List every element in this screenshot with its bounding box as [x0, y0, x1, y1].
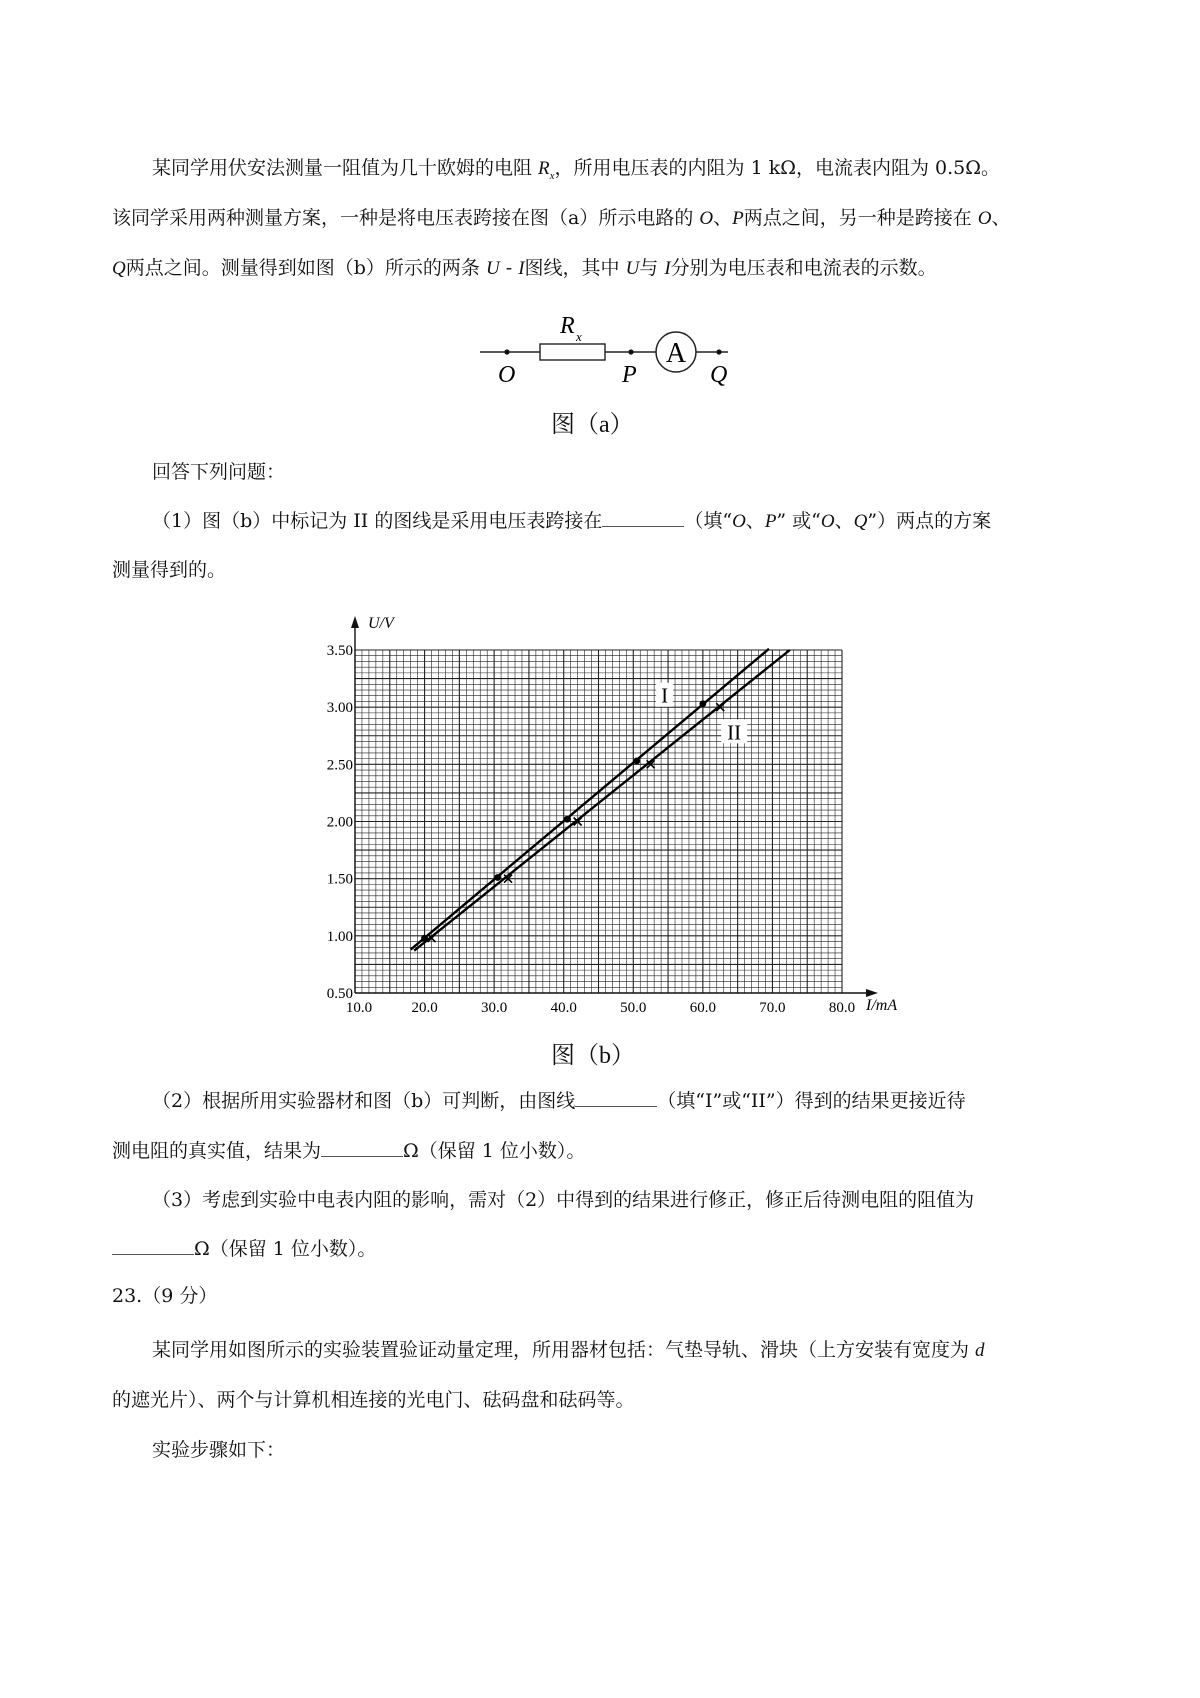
text: 、	[834, 510, 854, 532]
node-q	[716, 349, 721, 354]
x-tick-label: 40.0	[550, 1000, 577, 1016]
var-o: O	[699, 208, 714, 229]
x-axis-label: I/mA	[866, 997, 898, 1014]
text: 、	[713, 207, 733, 229]
intro-line-2	[112, 206, 1087, 231]
question-3-line-1: （3）考虑到实验中电表内阻的影响，需对（2）中得到的结果进行修正，修正后待测电阻的阻值为	[152, 1189, 975, 1211]
y-tick-label: 3.00	[326, 700, 353, 717]
text: 两点之间。测量得到如图（b）所示的两条	[125, 257, 486, 279]
x-tick-label: 30.0	[481, 1000, 508, 1016]
question-23-line-3: 实验步骤如下：	[152, 1439, 286, 1461]
var-r: R	[538, 158, 550, 179]
text: 某同学用如图所示的实验装置验证动量定理，所用器材包括：气垫导轨、滑块（上方安装有宽度为	[152, 1339, 976, 1361]
text: ” 或“	[776, 510, 821, 532]
question-23-line-1	[152, 1338, 1127, 1363]
var-o: O	[732, 511, 746, 532]
y-axis-arrow	[351, 616, 359, 628]
y-tick-label: 1.00	[326, 928, 353, 945]
series-line-I	[411, 649, 769, 950]
node-o	[504, 349, 509, 354]
question-23-line-2: 的遮光片）、两个与计算机相连接的光电门、砝码盘和砝码等。	[112, 1389, 635, 1411]
label-q: Q	[710, 362, 728, 388]
x-tick-label: 50.0	[620, 1000, 647, 1016]
figure-b-caption: 图（b）	[551, 1043, 635, 1069]
data-point-dot	[494, 874, 501, 881]
series-label-II: II	[727, 720, 742, 745]
text: Ω（保留 1 位小数）。	[194, 1238, 377, 1260]
text: 、	[991, 207, 1011, 229]
text: 分别为电压表和电流表的示数。	[670, 257, 937, 279]
figure-a-caption: 图（a）	[551, 412, 634, 438]
var-q: Q	[853, 511, 868, 532]
var-u: U	[485, 258, 500, 279]
text: ，所用电压表的内阻为 1 kΩ，电流表内阻为 0.5Ω。	[554, 157, 1000, 179]
var-o: O	[820, 511, 835, 532]
question-1-line-2: 测量得到的。	[112, 559, 227, 581]
text: （填“I”或“II”）得到的结果更接近待	[657, 1090, 966, 1112]
text: 该同学采用两种测量方案，一种是将电压表跨接在图（a）所示电路的	[112, 207, 700, 229]
intro-line-1	[152, 156, 1127, 188]
question-3-line-2	[112, 1236, 1087, 1261]
var-d: d	[975, 1340, 985, 1361]
x-tick-label: 10.0	[345, 1000, 373, 1016]
var-i: I	[664, 258, 671, 279]
intro-line-3	[112, 256, 1087, 281]
y-tick-label: 0.50	[326, 986, 353, 1002]
question-23-heading: 23.（9 分）	[112, 1285, 218, 1307]
answer-blank-1[interactable]	[602, 508, 684, 527]
ammeter-label: A	[665, 338, 687, 369]
ui-graph-chart	[290, 610, 910, 1030]
x-tick-label: 20.0	[411, 1000, 438, 1016]
circuit-diagram	[470, 300, 740, 390]
y-tick-label: 2.50	[326, 757, 353, 774]
x-tick-label: 70.0	[759, 1000, 786, 1016]
text: 与	[639, 257, 665, 279]
answer-blank-4[interactable]	[112, 1236, 194, 1255]
text: 测电阻的真实值，结果为	[112, 1140, 322, 1162]
text: 两点之间，另一种是跨接在	[743, 207, 978, 229]
label-o: O	[498, 362, 516, 388]
series-label-I: I	[661, 683, 669, 708]
var-q: Q	[112, 258, 126, 279]
question-2-line-2	[112, 1138, 1087, 1163]
var-p: P	[732, 208, 744, 229]
series-line-II	[414, 650, 790, 951]
text: （填“	[684, 510, 733, 532]
chart-series	[411, 649, 790, 951]
y-tick-label: 3.50	[326, 643, 353, 659]
text: ”）两点的方案	[867, 510, 992, 532]
question-2-line-1	[152, 1088, 1127, 1113]
var-o: O	[977, 208, 992, 229]
resistor-subscript: x	[576, 329, 582, 344]
text: 某同学用伏安法测量一阻值为几十欧姆的电阻	[152, 157, 539, 179]
text: -	[499, 257, 519, 279]
text: 、	[745, 510, 765, 532]
var-sub: x	[549, 169, 555, 182]
text: 图线，其中	[524, 257, 626, 279]
chart-ticks	[327, 643, 855, 1016]
questions-prompt: 回答下列问题：	[152, 461, 286, 483]
text: （1）图（b）中标记为 II 的图线是采用电压表跨接在	[152, 510, 603, 532]
node-p	[628, 349, 633, 354]
question-1-line-1	[152, 508, 1127, 534]
resistor-label: R	[560, 313, 575, 339]
text: Ω（保留 1 位小数）。	[403, 1140, 586, 1162]
y-axis-label: U/V	[368, 615, 394, 632]
text: （2）根据所用实验器材和图（b）可判断，由图线	[152, 1090, 576, 1112]
y-tick-label: 2.00	[326, 814, 353, 831]
y-tick-label: 1.50	[326, 871, 353, 888]
var-u: U	[625, 258, 640, 279]
var-p: P	[764, 511, 777, 532]
x-tick-label: 60.0	[689, 1000, 716, 1016]
x-tick-label: 80.0	[828, 1000, 856, 1016]
resistor	[540, 344, 605, 360]
label-p: P	[622, 362, 637, 388]
data-point-dot	[699, 700, 706, 707]
var-i: I	[518, 258, 525, 279]
x-axis-arrow	[866, 989, 878, 997]
data-point-dot	[564, 816, 571, 823]
answer-blank-2[interactable]	[575, 1088, 657, 1107]
data-point-dot	[633, 758, 640, 765]
answer-blank-3[interactable]	[321, 1138, 403, 1157]
